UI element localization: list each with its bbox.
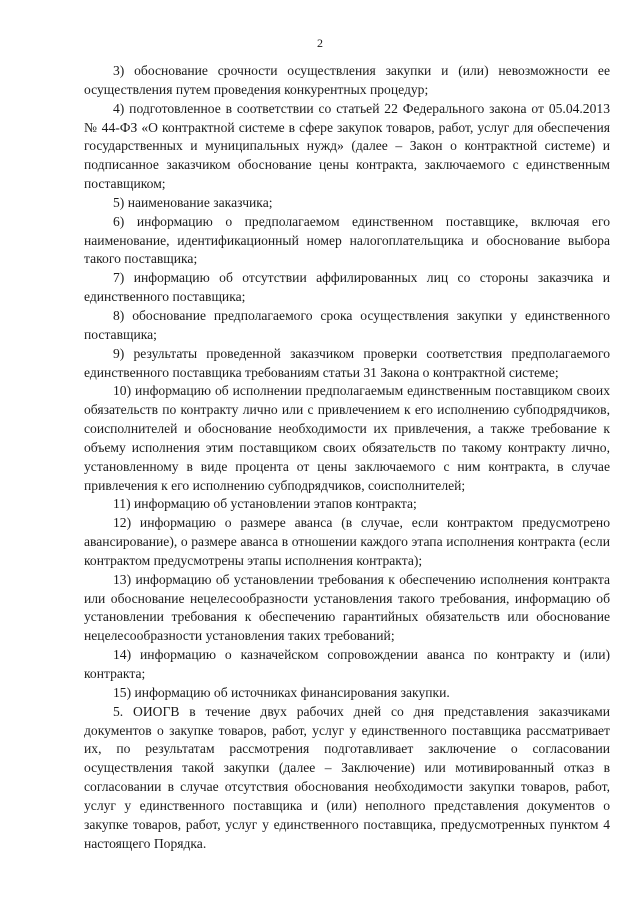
list-item-12: 12) информацию о размере аванса (в случае, если контрактом предусмотрено авансирование), о размере аванса в отношении каждого этапа исполнения контракта (если контрактом предусмотрены этапы исполнения контракта);: [84, 515, 610, 568]
list-item-15: 15) информацию об источниках финансирования закупки.: [113, 684, 450, 700]
list-item-8: 8) обоснование предполагаемого срока осуществления закупки у единственного поставщика;: [84, 307, 610, 342]
document-body: [84, 62, 610, 853]
list-item-11: 11) информацию об установлении этапов контракта;: [113, 496, 417, 512]
list-item-4: 4) подготовленное в соответствии со статьей 22 Федерального закона от 05.04.2013 № 44-ФЗ «О контрактной системе в сфере закупок товаров, работ, услуг для обеспечения государственных и муниципальных нужд» (далее – Закон о контрактной системе) и подписанное заказчиком обоснование цены контракта, заключаемого с единственным поставщиком;: [84, 100, 610, 192]
page-number: 2: [317, 36, 323, 50]
list-item-6: 6) информацию о предполагаемом единственном поставщике, включая его наименование, идентификационный номер налогоплательщика и обоснование выбора такого поставщика;: [84, 213, 610, 267]
list-item-3: 3) обоснование срочности осуществления закупки и (или) невозможности ее осуществления путем проведения конкурентных процедур;: [84, 63, 610, 97]
list-item-14: 14) информацию о казначейском сопровождении аванса по контракту и (или) контракта;: [84, 647, 610, 681]
list-item-7: 7) информацию об отсутствии аффилированных лиц со стороны заказчика и единственного поставщика;: [84, 270, 610, 305]
list-item-13: 13) информацию об установлении требования к обеспечению исполнения контракта или обоснование нецелесообразности установления такого требования, информацию об установлении требования к обеспечению гарантийных обязательств или обоснование нецелесообразности установления таких требований;: [84, 571, 610, 644]
list-item-5: 5) наименование заказчика;: [113, 194, 273, 210]
section-5-paragraph: 5. ОИОГВ в течение двух рабочих дней со дня представления заказчиками документов о закупке товаров, работ, услуг у единственного поставщика рассматривает их, по результатам рассмотрения подготавливает заключение о согласовании осуществления такой закупки (далее – Заключение) или мотивированный отказ в согласовании в случае отсутствия обоснования необходимости закупки товаров, работ, услуг у единственного поставщика и (или) неполного представления документов о закупке товаров, работ, услуг у единственного поставщика, предусмотренных пунктом 4 настоящего Порядка.: [84, 703, 610, 851]
list-item-10: 10) информацию об исполнении предполагаемым единственным поставщиком своих обязательств по контракту лично или с привлечением к его исполнению субподрядчиков, соисполнителей и обоснование необходимости их привлечения, а также требование к объему исполнения этим поставщиком своих обязательств по такому контракту лично, установленному в виде процента от цены заключаемого с ним контракта, в случае привлечения к его исполнению субподрядчиков, соисполнителей;: [84, 383, 610, 493]
list-item-9: 9) результаты проведенной заказчиком проверки соответствия предполагаемого единственного поставщика требованиям статьи 31 Закона о контрактной системе;: [84, 345, 610, 380]
